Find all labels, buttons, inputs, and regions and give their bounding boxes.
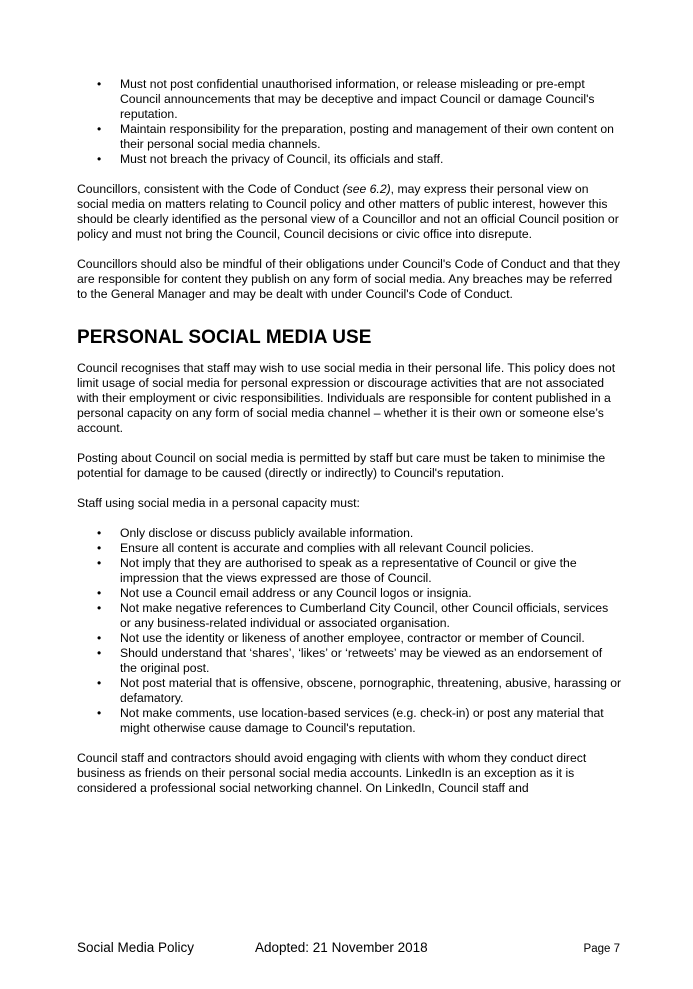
paragraph-staff-must: Staff using social media in a personal capacity must: <box>77 496 360 510</box>
paragraph-recognises: Council recognises that staff may wish to use social media in their personal life. This policy does not limit usage of social media for personal expression or discourage activities that are not associated with their employment or civic responsibilities. Individuals are responsible for content published in a personal capacity on any form of social media channel – whether it is their own or someone else’s account. <box>77 361 616 435</box>
code-reference: (see 6.2) <box>342 182 391 196</box>
footer-adopted-date: Adopted: 21 November 2018 <box>255 940 428 955</box>
list-item: • Not post material that is offensive, obscene, pornographic, threatening, abusive, harassing or defamatory. <box>77 676 622 706</box>
list-item: • Not make comments, use location-based services (e.g. check-in) or post any material that might otherwise cause damage to Council's reputation. <box>77 706 622 736</box>
list-item: • Maintain responsibility for the preparation, posting and management of their own content on their personal social media channels. <box>77 122 622 152</box>
list-item: • Not use the identity or likeness of another employee, contractor or member of Council. <box>77 631 622 646</box>
footer-document-title: Social Media Policy <box>77 940 195 955</box>
section-heading: PERSONAL SOCIAL MEDIA USE <box>77 327 372 348</box>
list-item: • Not make negative references to Cumberland City Council, other Council officials, services or any business-related individual or associated organisation. <box>77 601 622 631</box>
footer-page-number: Page 7 <box>583 943 620 955</box>
page-content <box>77 77 622 796</box>
paragraph-councillors-mindful: Councillors should also be mindful of their obligations under Council's Code of Conduct and that they are responsible for content they publish on any form of social media. Any breaches may be referred to the General Manager and may be dealt with under Council's Code of Conduct. <box>77 257 620 301</box>
list-item: • Only disclose or discuss publicly available information. <box>77 526 622 541</box>
list-item: • Must not post confidential unauthorised information, or release misleading or pre-empt Council announcements that may be deceptive and impact Council or damage Council's reputation. <box>77 77 622 122</box>
paragraph-councillors-view: Councillors, consistent with the Code of Conduct (see 6.2), may express their personal view on social media on matters relating to Council policy and other matters of public interest, however this should be clearly identified as the personal view of a Councillor and not an official Council position or policy and must not bring the Council, Council decisions or civic office into disrepute. <box>77 182 619 241</box>
list-item: • Must not breach the privacy of Council, its officials and staff. <box>77 152 622 167</box>
paragraph-posting: Posting about Council on social media is permitted by staff but care must be taken to minimise the potential for damage to be caused (directly or indirectly) to Council's reputation. <box>77 451 606 480</box>
page-footer <box>77 940 622 960</box>
paragraph-contractors: Council staff and contractors should avoid engaging with clients with whom they conduct direct business as friends on their personal social media accounts. LinkedIn is an exception as it is considered a professional social networking channel. On LinkedIn, Council staff and <box>77 751 587 795</box>
list-item: • Ensure all content is accurate and complies with all relevant Council policies. <box>77 541 622 556</box>
list-item: • Not imply that they are authorised to speak as a representative of Council or give the impression that the views expressed are those of Council. <box>77 556 622 586</box>
staff-rules-list <box>77 526 622 736</box>
list-item: • Not use a Council email address or any Council logos or insignia. <box>77 586 622 601</box>
councillor-obligations-list <box>77 77 622 167</box>
list-item: • Should understand that ‘shares’, ‘likes’ or ‘retweets’ may be viewed as an endorsement of the original post. <box>77 646 622 676</box>
